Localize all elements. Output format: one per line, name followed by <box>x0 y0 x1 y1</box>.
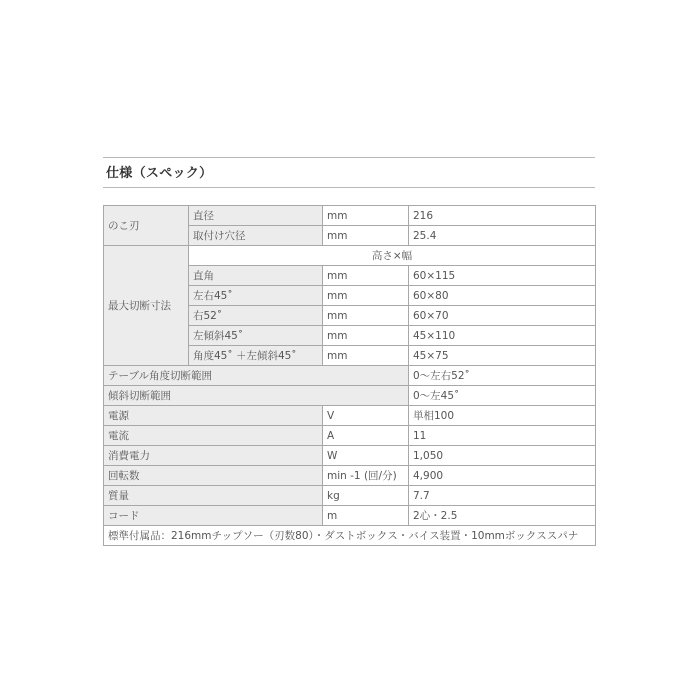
row-value: 45×110 <box>409 326 596 346</box>
row-item: 角度45˚ ＋左傾斜45˚ <box>189 346 323 366</box>
table-angle-value: 0～左右52˚ <box>409 366 596 386</box>
accessories-note: 標準付属品：216mmチップソー（刃数80）・ダストボックス・バイス装置・10mmボックススパナ <box>104 526 596 546</box>
row-unit: mm <box>323 346 409 366</box>
spec-table <box>103 205 596 546</box>
row-value: 60×70 <box>409 306 596 326</box>
table-row <box>104 486 596 506</box>
heading-top-rule <box>103 157 595 158</box>
row-value: 2心・2.5 <box>409 506 596 526</box>
row-value: 60×80 <box>409 286 596 306</box>
row-label: 消費電力 <box>104 446 323 466</box>
row-item: 右52˚ <box>189 306 323 326</box>
table-row <box>104 246 596 266</box>
row-unit: A <box>323 426 409 446</box>
cutting-header: 高さ×幅 <box>189 246 596 266</box>
bevel-label: 傾斜切断範囲 <box>104 386 409 406</box>
row-value: 25.4 <box>409 226 596 246</box>
row-unit: V <box>323 406 409 426</box>
row-item: 直角 <box>189 266 323 286</box>
heading-bottom-rule <box>103 187 595 188</box>
row-item: 直径 <box>189 206 323 226</box>
row-label: 電流 <box>104 426 323 446</box>
row-item: 取付け穴径 <box>189 226 323 246</box>
row-value: 1,050 <box>409 446 596 466</box>
row-label: 電源 <box>104 406 323 426</box>
row-label: コード <box>104 506 323 526</box>
row-unit: min -1 (回/分) <box>323 466 409 486</box>
row-unit: mm <box>323 326 409 346</box>
blade-label: のこ刃 <box>104 206 189 246</box>
row-unit: mm <box>323 266 409 286</box>
row-unit: mm <box>323 206 409 226</box>
table-row <box>104 206 596 226</box>
page-title: 仕様（スペック） <box>106 166 213 181</box>
row-item: 左傾斜45˚ <box>189 326 323 346</box>
row-value: 単相100 <box>409 406 596 426</box>
table-angle-label: テーブル角度切断範囲 <box>104 366 409 386</box>
table-row <box>104 406 596 426</box>
row-value: 60×115 <box>409 266 596 286</box>
row-value: 4,900 <box>409 466 596 486</box>
table-row <box>104 506 596 526</box>
row-value: 45×75 <box>409 346 596 366</box>
row-label: 回転数 <box>104 466 323 486</box>
cutting-label: 最大切断寸法 <box>104 246 189 366</box>
bevel-value: 0～左45˚ <box>409 386 596 406</box>
row-unit: m <box>323 506 409 526</box>
table-row <box>104 386 596 406</box>
table-row <box>104 426 596 446</box>
row-unit: mm <box>323 306 409 326</box>
row-item: 左右45˚ <box>189 286 323 306</box>
row-unit: mm <box>323 286 409 306</box>
row-unit: W <box>323 446 409 466</box>
row-unit: mm <box>323 226 409 246</box>
table-row <box>104 466 596 486</box>
table-row <box>104 526 596 546</box>
row-value: 216 <box>409 206 596 226</box>
row-label: 質量 <box>104 486 323 506</box>
row-value: 7.7 <box>409 486 596 506</box>
row-unit: kg <box>323 486 409 506</box>
table-row <box>104 366 596 386</box>
row-value: 11 <box>409 426 596 446</box>
table-row <box>104 446 596 466</box>
